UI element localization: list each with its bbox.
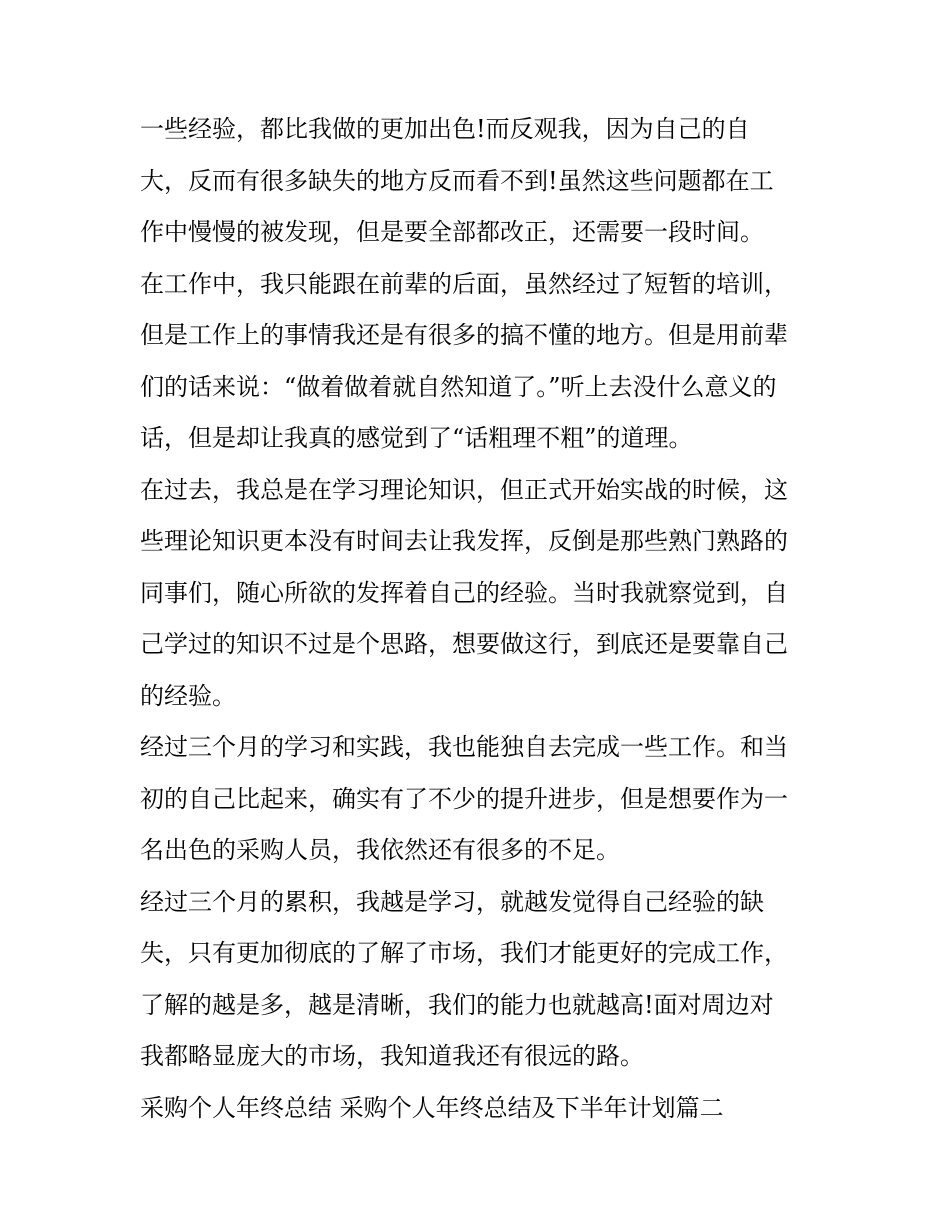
- text-line: 些理论知识更本没有时间去让我发挥，反倒是那些熟门熟路的: [140, 527, 788, 555]
- text-line: 初的自己比起来，确实有了不少的提升进步，但是想要作为一: [140, 784, 788, 813]
- text-line: 经过三个月的学习和实践，我也能独自去完成一些工作。和当: [140, 733, 788, 761]
- text-line: 的经验。: [140, 681, 236, 710]
- document-body: [140, 104, 820, 1134]
- text-line: 名出色的采购人员，我依然还有很多的不足。: [140, 836, 620, 864]
- text-line: 话，但是却让我真的感觉到了“话粗理不粗”的道理。: [140, 424, 693, 452]
- text-line: 们的话来说：“做着做着就自然知道了。”听上去没什么意义的: [140, 372, 777, 401]
- text-line: 失，只有更加彻底的了解了市场，我们才能更好的完成工作，: [140, 939, 788, 967]
- section-heading: 采购个人年终总结 采购个人年终总结及下半年计划篇二: [140, 1093, 724, 1122]
- text-line: 作中慢慢的被发现，但是要全部都改正，还需要一段时间。: [140, 218, 764, 246]
- text-line: 经过三个月的累积，我越是学习，就越发觉得自己经验的缺: [140, 887, 764, 916]
- text-line: 我都略显庞大的市场，我知道我还有很远的路。: [140, 1042, 644, 1070]
- text-line: 同事们，随心所欲的发挥着自己的经验。当时我就察觉到，自: [140, 578, 788, 607]
- text-line: 了解的越是多，越是清晰，我们的能力也就越高!面对周边对: [140, 990, 774, 1019]
- text-line: 一些经验，都比我做的更加出色!而反观我，因为自己的自: [140, 115, 750, 143]
- text-line: 己学过的知识不过是个思路，想要做这行，到底还是要靠自己: [140, 630, 788, 658]
- text-line: 但是工作上的事情我还是有很多的搞不懂的地方。但是用前辈: [140, 321, 788, 349]
- text-line: 在过去，我总是在学习理论知识，但正式开始实战的时候，这: [140, 475, 788, 504]
- text-line: 大，反而有很多缺失的地方反而看不到!虽然这些问题都在工: [140, 166, 774, 195]
- text-line: 在工作中，我只能跟在前辈的后面，虽然经过了短暂的培训，: [140, 269, 788, 298]
